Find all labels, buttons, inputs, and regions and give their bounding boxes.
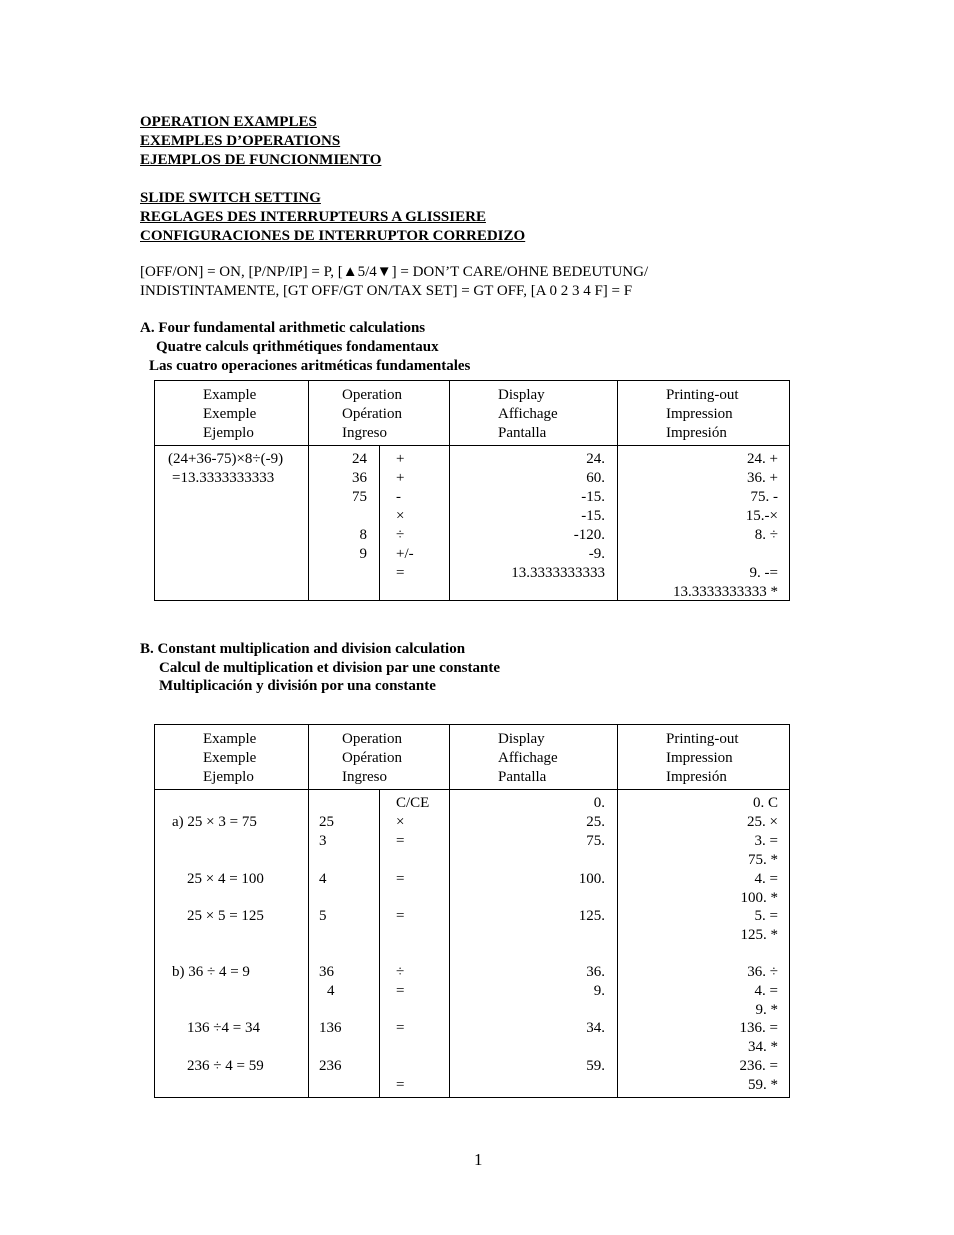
table-b-key: = (396, 983, 405, 999)
section-a-es: Las cuatro operaciones aritméticas fundamentales (149, 358, 471, 374)
slide-switch-fr: REGLAGES DES INTERRUPTEURS A GLISSIERE (140, 209, 486, 225)
table-b-number: 5 (319, 908, 327, 924)
table-b-example: 25 × 5 = 125 (187, 908, 264, 924)
table-a-header-display: Display Affichage Pantalla (498, 387, 558, 441)
table-b-header-example: Example Exemple Ejemplo (203, 731, 257, 785)
table-b-key: = (396, 871, 405, 887)
table-b-key: ÷ (396, 964, 405, 980)
table-b-printing: 136. = (739, 1020, 778, 1036)
table-b-header-display: Display Affichage Pantalla (498, 731, 558, 785)
table-b-key: = (396, 833, 405, 849)
table-b-key: × (396, 814, 405, 830)
section-b-es: Multiplicación y división por una constante (159, 678, 436, 694)
table-a-header-operation: Operation Opération Ingreso (342, 387, 402, 441)
table-b-printing: 236. = (739, 1058, 778, 1074)
table-a-example: (24+36-75)×8÷(-9) =13.3333333333 (168, 451, 284, 486)
table-b-key: = (396, 1020, 405, 1036)
title-en: OPERATION EXAMPLES (140, 114, 317, 130)
table-b-header-operation: Operation Opération Ingreso (342, 731, 402, 785)
table-b (154, 724, 790, 1098)
table-b-printing: 3. = (754, 833, 778, 849)
table-b-printing: 9. * (755, 1002, 778, 1018)
title-fr: EXEMPLES D’OPERATIONS (140, 133, 341, 149)
table-b-printing: 0. C (752, 795, 778, 811)
table-b-example: 25 × 4 = 100 (187, 871, 264, 887)
page-number: 1 (474, 1150, 483, 1169)
table-a (154, 380, 790, 601)
table-b-key: C/CE (396, 795, 430, 811)
table-b-printing: 4. = (754, 871, 778, 887)
table-b-display: 59. (586, 1058, 605, 1074)
table-b-printing: 4. = (754, 983, 778, 999)
table-b-number: 136 (319, 1020, 342, 1036)
table-b-display: 0. (593, 795, 605, 811)
settings-line-2: INDISTINTAMENTE, [GT OFF/GT ON/TAX SET] = GT OFF, [A 0 2 3 4 F] = F (140, 283, 633, 299)
table-b-number: 3 (319, 833, 327, 849)
table-b-printing: 25. × (747, 814, 778, 830)
settings-line-1: [OFF/ON] = ON, [P/NP/IP] = P, [▲5/4▼] = DON’T CARE/OHNE BEDEUTUNG/ (140, 264, 649, 280)
table-a-display: 24. 60. -15. -15. -120. -9. 13.3333333333 (511, 451, 605, 581)
table-b-display: 125. (578, 908, 605, 924)
table-a-header-printing: Printing-out Impression Impresión (666, 387, 739, 441)
table-b-number: 25 (319, 814, 334, 830)
table-b-example: 136 ÷4 = 34 (187, 1020, 260, 1036)
table-b-display: 36. (586, 964, 605, 980)
table-b-display: 34. (586, 1020, 605, 1036)
table-b-printing: 34. * (748, 1039, 778, 1055)
table-b-display: 9. (593, 983, 605, 999)
table-b-key: = (396, 908, 405, 924)
slide-switch-es: CONFIGURACIONES DE INTERRUPTOR CORREDIZO (140, 228, 526, 244)
table-b-example: b) 36 ÷ 4 = 9 (172, 964, 250, 980)
slide-switch-en: SLIDE SWITCH SETTING (140, 190, 321, 206)
section-a-fr: Quatre calculs qrithmétiques fondamentaux (156, 339, 439, 355)
table-b-number: 4 (319, 871, 327, 887)
section-b-title: B. Constant multiplication and division calculation (140, 641, 466, 657)
table-b-number: 236 (319, 1058, 342, 1074)
table-b-header-printing: Printing-out Impression Impresión (666, 731, 739, 785)
table-a-numbers: 24 36 75 8 9 (352, 451, 367, 562)
table-b-display: 100. (578, 871, 605, 887)
table-a-keys: + + - × ÷ +/- = (396, 451, 414, 581)
title-es: EJEMPLOS DE FUNCIONMIENTO (140, 152, 382, 168)
table-b-printing: 100. * (740, 890, 778, 906)
table-b-printing: 36. ÷ (747, 964, 778, 980)
table-b-printing: 5. = (754, 908, 778, 924)
table-b-printing: 59. * (748, 1077, 778, 1093)
table-b-number: 4 (327, 983, 335, 999)
table-b-example: 236 ÷ 4 = 59 (187, 1058, 264, 1074)
table-b-number: 36 (319, 964, 334, 980)
table-a-printing: 24. + 36. + 75. - 15.-× 8. ÷ 9. -= 13.3333333333 * (673, 451, 778, 600)
table-b-printing: 125. * (740, 927, 778, 943)
table-b-printing: 75. * (748, 852, 778, 868)
section-b-fr: Calcul de multiplication et division par une constante (159, 660, 501, 676)
table-a-header-example: Example Exemple Ejemplo (203, 387, 257, 441)
table-b-example: a) 25 × 3 = 75 (172, 814, 257, 830)
section-a-title: A. Four fundamental arithmetic calculations (140, 320, 426, 336)
table-b-display: 25. (586, 814, 605, 830)
table-b-key: = (396, 1077, 405, 1093)
table-b-display: 75. (586, 833, 605, 849)
